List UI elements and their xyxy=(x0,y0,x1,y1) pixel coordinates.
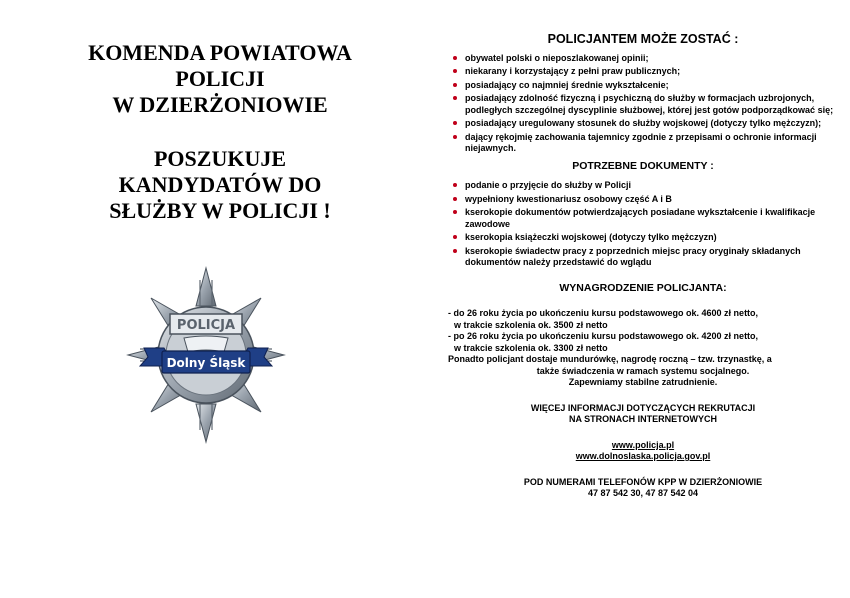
salary-line: w trakcie szkolenia ok. 3500 zł netto xyxy=(454,319,608,330)
benefits-line: także świadczenia w ramach systemu socjalnego. xyxy=(536,365,750,376)
badge-top-text: POLICJA xyxy=(176,318,236,333)
benefits-line: Zapewniamy stabilne zatrudnienie. xyxy=(568,377,718,387)
list-item: wypełniony kwestionariusz osobowy część A i B xyxy=(448,194,838,206)
phones-heading: POD NUMERAMI TELEFONÓW KPP W DZIERŻONIOWIE xyxy=(523,476,763,487)
link-policja[interactable]: www.policja.pl xyxy=(611,439,675,450)
list-item: kserokopia książeczki wojskowej (dotyczy tylko mężczyzn) xyxy=(448,232,838,244)
salary-line: - do 26 roku życia po ukończeniu kursu podstawowego ok. 4600 zł netto, xyxy=(448,308,759,318)
salary-line: w trakcie szkolenia ok. 3300 zł netto xyxy=(454,342,608,353)
list-item: posiadający uregulowany stosunek do służby wojskowej (dotyczy tylko mężczyzn); xyxy=(448,118,838,130)
headline-line-1: POSZUKUJE xyxy=(153,146,287,171)
more-info-line: NA STRONACH INTERNETOWYCH xyxy=(569,414,717,424)
list-item: kserokopie świadectw pracy z poprzednich miejsc pracy oryginały składanych dokumentów należy przedstawić do wglądu xyxy=(448,246,838,269)
phone-numbers: 47 87 542 30, 47 87 542 04 xyxy=(587,488,699,498)
badge-banner-text: Dolny Śląsk xyxy=(166,356,246,370)
salary-line: - po 26 roku życia po ukończeniu kursu podstawowego ok. 4200 zł netto, xyxy=(448,331,759,341)
salary-heading: WYNAGRODZENIE POLICJANTA: xyxy=(559,281,727,294)
documents-list xyxy=(448,180,838,269)
right-column xyxy=(448,34,838,500)
office-title-line-1: KOMENDA POWIATOWA xyxy=(88,40,352,65)
headline-line-2: KANDYDATÓW DO xyxy=(118,172,322,197)
benefits-line: Ponadto policjant dostaje mundurówkę, nagrodę roczną – tzw. trzynastkę, a xyxy=(448,354,772,364)
police-star-icon xyxy=(126,266,286,444)
list-item: podanie o przyjęcie do służby w Policji xyxy=(448,180,838,192)
list-item: niekarany i korzystający z pełni praw publicznych; xyxy=(448,66,838,78)
requirements-heading: POLICJANTEM MOŻE ZOSTAĆ : xyxy=(547,32,739,46)
headline-line-3: SŁUŻBY W POLICJI ! xyxy=(109,198,331,223)
documents-heading: POTRZEBNE DOKUMENTY : xyxy=(572,159,714,172)
office-title-line-3: W DZIERŻONIOWIE xyxy=(112,92,328,117)
more-info-line: WIĘCEJ INFORMACJI DOTYCZĄCYCH REKRUTACJI xyxy=(530,402,756,413)
list-item: obywatel polski o nieposzlakowanej opinii; xyxy=(448,53,838,65)
police-badge-logo xyxy=(126,266,286,444)
list-item: posiadający co najmniej średnie wykształcenie; xyxy=(448,80,838,92)
requirements-list xyxy=(448,53,838,155)
list-item: posiadający zdolność fizyczną i psychiczną do służby w formacjach uzbrojonych, podległych szczególnej dyscyplinie służbowej, której jest gotów podporządkować się; xyxy=(448,93,838,116)
left-column xyxy=(20,40,420,224)
office-title-line-2: POLICJI xyxy=(175,66,265,91)
list-item: kserokopie dokumentów potwierdzających posiadane wykształcenie i kwalifikacje zawodowe xyxy=(448,207,838,230)
link-dolnoslaska[interactable]: www.dolnoslaska.policja.gov.pl xyxy=(575,451,711,461)
list-item: dający rękojmię zachowania tajemnicy zgodnie z przepisami o ochronie informacji niejawnych. xyxy=(448,132,838,155)
